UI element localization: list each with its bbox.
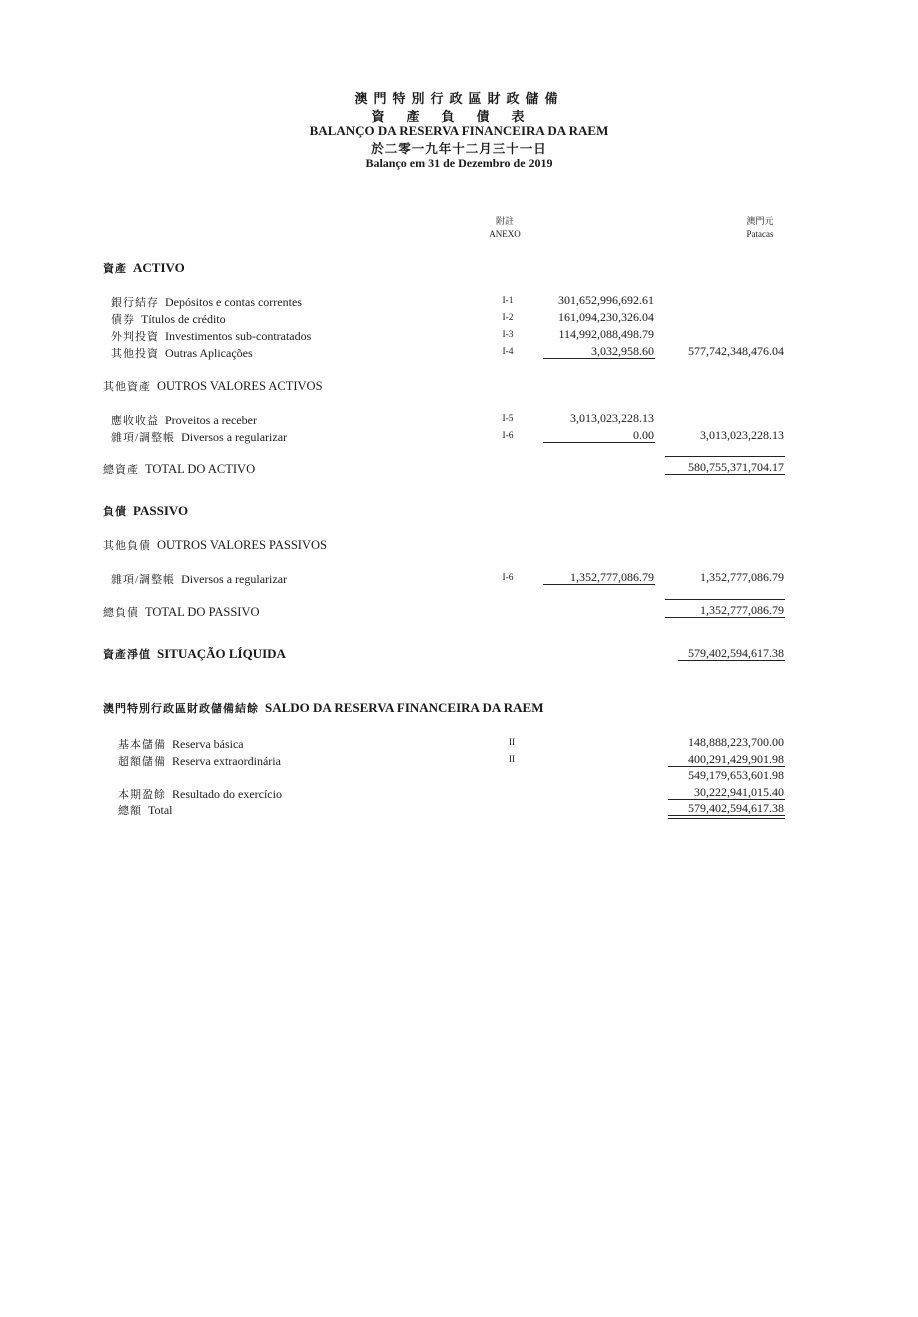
annex-ref: I-2 (502, 313, 514, 323)
annex-ref: I-6 (502, 573, 514, 583)
item-amount: 301,652,996,692.61 (558, 293, 654, 307)
total-liabilities-label: 總負債 TOTAL DO PASSIVO (103, 605, 260, 619)
total-top-rule (665, 599, 785, 600)
section-other-assets: 其他資產 OUTROS VALORES ACTIVOS (103, 379, 323, 393)
currency-header-cn: 澳門元 (746, 216, 774, 226)
underline-divider (543, 584, 655, 585)
list-item-label: 雜項/調整帳 Diversos a regularizar (111, 572, 288, 586)
list-item-label: 外判投資 Investimentos sub-contratados (111, 329, 312, 343)
section-activo-cn: 資產 (103, 263, 127, 275)
net-position-amount: 579,402,594,617.38 (688, 646, 784, 660)
list-item-label: 其他投資 Outras Aplicações (111, 346, 253, 360)
list-item-label: 銀行結存 Depósitos e contas correntes (111, 295, 302, 309)
annex-ref: II (508, 738, 516, 748)
subtotal-amount: 3,013,023,228.13 (700, 428, 784, 442)
currency-header-pt: Patacas (746, 229, 774, 239)
list-item-label: 總額 Total (118, 803, 173, 817)
total-assets-label: 總資產 TOTAL DO ACTIVO (103, 462, 256, 476)
annex-ref: I-3 (502, 330, 514, 340)
underline-divider (543, 442, 655, 443)
result-amount: 30,222,941,015.40 (694, 785, 784, 799)
underline-divider (543, 358, 655, 359)
list-item-label: 債券 Títulos de crédito (111, 312, 226, 326)
annex-ref: I-5 (502, 414, 514, 424)
double-underline-2 (668, 818, 785, 819)
annex-ref: I-4 (502, 347, 514, 357)
underline-divider (678, 660, 785, 661)
list-item-label: 基本儲備 Reserva básica (118, 737, 244, 751)
annex-ref: I-6 (502, 431, 514, 441)
list-item-label: 超額儲備 Reserva extraordinária (118, 754, 281, 768)
list-item-label: 本期盈餘 Resultado do exercício (118, 787, 282, 801)
annex-ref: II (508, 755, 516, 765)
total-top-rule (665, 456, 785, 457)
annex-ref: I-1 (502, 296, 514, 306)
saldo-total-amount: 579,402,594,617.38 (688, 801, 784, 815)
underline-divider (668, 799, 785, 800)
annex-header-pt: ANEXO (489, 229, 521, 239)
section-passivo: 負債 PASSIVO (103, 503, 189, 518)
item-amount: 1,352,777,086.79 (570, 570, 654, 584)
section-activo (103, 260, 185, 276)
item-amount: 3,013,023,228.13 (570, 411, 654, 425)
section-saldo: 澳門特別行政區財政儲備結餘 SALDO DA RESERVA FINANCEIRA DA RAEM (103, 700, 544, 715)
subtotal-amount: 577,742,348,476.04 (688, 344, 784, 358)
item-amount: 161,094,230,326.04 (558, 310, 654, 324)
total-assets-amount: 580,755,371,704.17 (688, 460, 784, 474)
date-portuguese: Balanço em 31 de Dezembro de 2019 (365, 156, 553, 170)
title-chinese: 澳門特別行政區財政儲備 (354, 91, 564, 106)
underline-divider (668, 766, 785, 767)
item-amount: 114,992,088,498.79 (558, 327, 654, 341)
annex-header-cn: 附註 (495, 216, 514, 226)
section-other-liabilities: 其他負債 OUTROS VALORES PASSIVOS (103, 538, 327, 552)
subtitle-chinese: 資產負債表 (371, 109, 547, 124)
item-amount: 0.00 (633, 428, 654, 442)
list-item-label: 雜項/調整帳 Diversos a regularizar (111, 430, 288, 444)
item-amount: 148,888,223,700.00 (688, 735, 784, 749)
item-amount: 400,291,429,901.98 (688, 752, 784, 766)
title-portuguese: BALANÇO DA RESERVA FINANCEIRA DA RAEM (309, 123, 609, 138)
underline-divider (665, 474, 785, 475)
net-position-label: 資產淨值 SITUAÇÃO LÍQUIDA (103, 646, 286, 661)
item-amount: 3,032,958.60 (591, 344, 654, 358)
double-underline-1 (668, 815, 785, 816)
underline-divider (665, 617, 785, 618)
section-activo-pt: ACTIVO (133, 260, 185, 275)
subtotal-amount: 1,352,777,086.79 (700, 570, 784, 584)
total-liabilities-amount: 1,352,777,086.79 (700, 603, 784, 617)
sum-amount: 549,179,653,601.98 (688, 768, 784, 782)
date-chinese: 於二零一九年十二月三十一日 (371, 142, 547, 156)
list-item-label: 應收收益 Proveitos a receber (111, 413, 257, 427)
